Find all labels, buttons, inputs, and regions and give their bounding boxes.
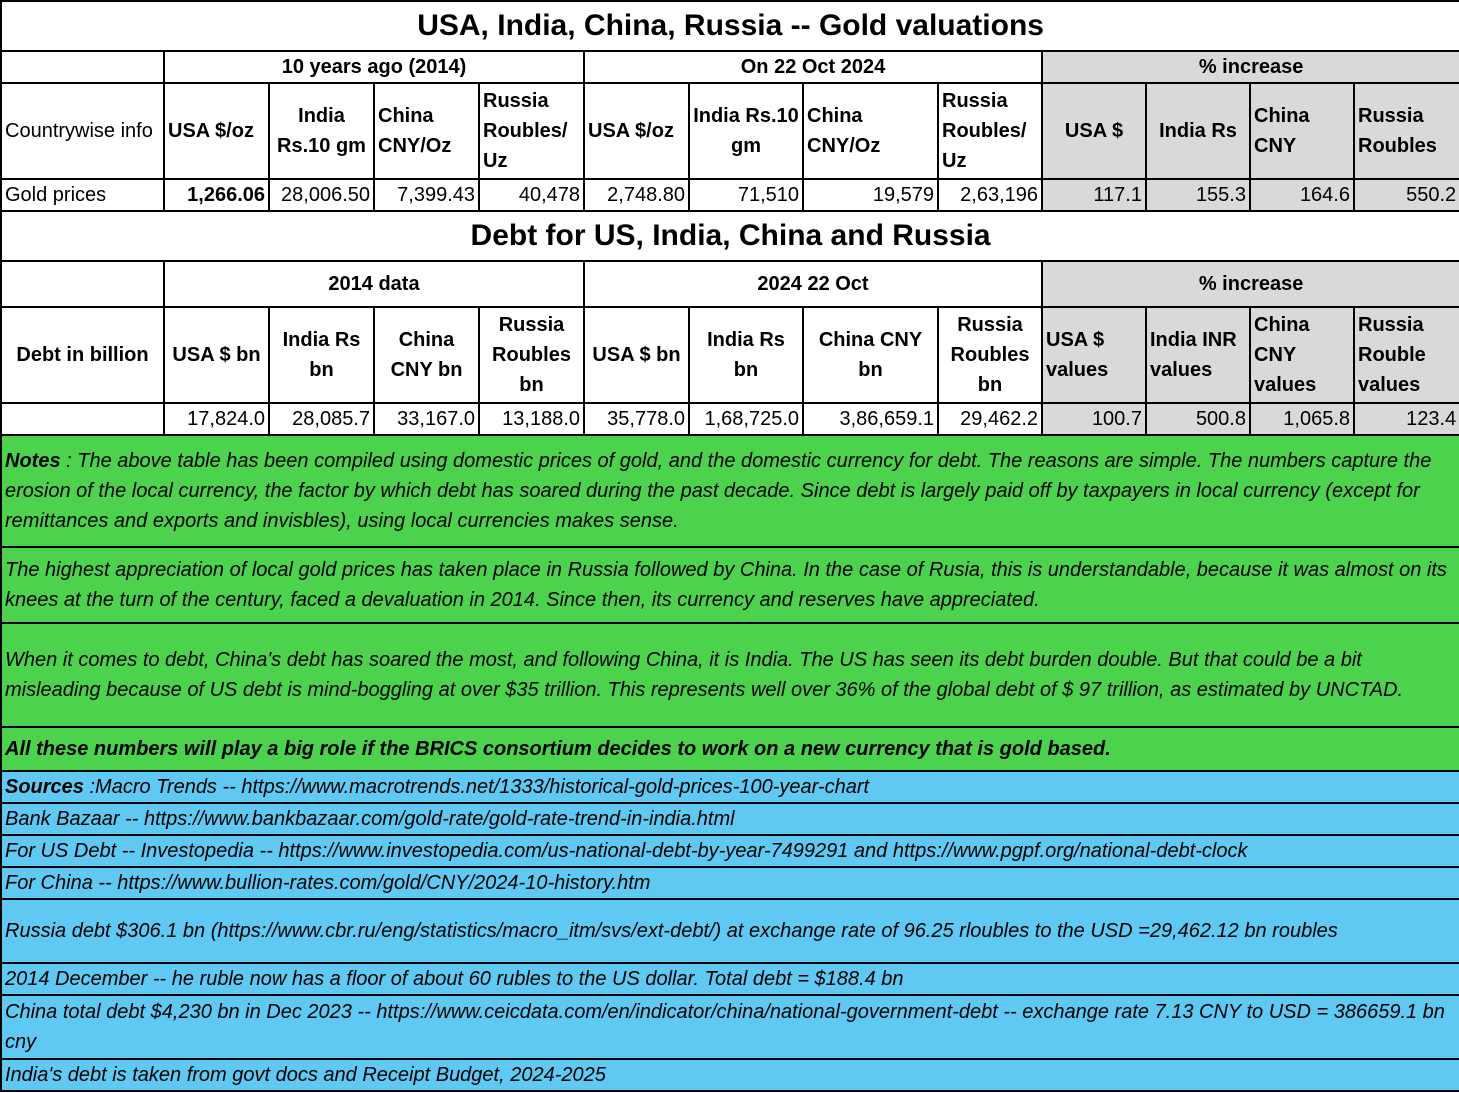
debt-col-header: China CNY bn bbox=[803, 307, 938, 403]
notes-paragraph-4: All these numbers will play a big role if the BRICS consortium decides to work on a new currency that is gold based. bbox=[1, 727, 1459, 771]
debt-increase-value: 1,065.8 bbox=[1250, 403, 1354, 435]
debt-value: 29,462.2 bbox=[938, 403, 1042, 435]
gold-col-header: Russia Roubles/ Uz bbox=[479, 83, 584, 179]
gold-value: 19,579 bbox=[803, 179, 938, 211]
gold-row-label: Countrywise info bbox=[1, 83, 164, 179]
debt-col-header: USA $ bn bbox=[164, 307, 269, 403]
notes-paragraph-3: When it comes to debt, China's debt has soared the most, and following China, it is India. The US has seen its debt burden double. But that could be a bit misleading because of US debt is mind-boggling at over $35 trillion. This represents well over 36% of the global debt of $ 97 trillion, as estimated by UNCTAD. bbox=[1, 623, 1459, 727]
sources-label: Sources bbox=[5, 776, 84, 798]
source-row: India's debt is taken from govt docs and Receipt Budget, 2024-2025 bbox=[1, 1059, 1459, 1091]
source-row: 2014 December -- he ruble now has a floor of about 60 rubles to the US dollar. Total debt = $188.4 bn bbox=[1, 963, 1459, 995]
debt-value: 1,68,725.0 bbox=[689, 403, 803, 435]
source-row: For China -- https://www.bullion-rates.com/gold/CNY/2024-10-history.htm bbox=[1, 867, 1459, 899]
gold-col-header: USA $/oz bbox=[584, 83, 689, 179]
gold-value: 28,006.50 bbox=[269, 179, 374, 211]
notes-paragraph-1 bbox=[1, 435, 1459, 547]
gold-value: 7,399.43 bbox=[374, 179, 479, 211]
gold-col-header: USA $/oz bbox=[164, 83, 269, 179]
gold-group-increase: % increase bbox=[1042, 51, 1459, 83]
debt-value: 3,86,659.1 bbox=[803, 403, 938, 435]
gold-col-header: China CNY bbox=[1250, 83, 1354, 179]
blank-cell bbox=[1, 261, 164, 307]
gold-data-label: Gold prices bbox=[1, 179, 164, 211]
debt-col-header: USA $ values bbox=[1042, 307, 1146, 403]
debt-value: 33,167.0 bbox=[374, 403, 479, 435]
gold-value: 1,266.06 bbox=[164, 179, 269, 211]
blank-cell bbox=[1, 51, 164, 83]
debt-value: 13,188.0 bbox=[479, 403, 584, 435]
gold-increase-value: 117.1 bbox=[1042, 179, 1146, 211]
source-text: :Macro Trends -- https://www.macrotrends.net/1333/historical-gold-prices-100-year-chart bbox=[83, 776, 870, 798]
debt-value: 28,085.7 bbox=[269, 403, 374, 435]
debt-group-2024: 2024 22 Oct bbox=[584, 261, 1042, 307]
debt-col-header: China CNY bn bbox=[374, 307, 479, 403]
debt-group-increase: % increase bbox=[1042, 261, 1459, 307]
debt-col-header: India INR values bbox=[1146, 307, 1250, 403]
debt-col-header: USA $ bn bbox=[584, 307, 689, 403]
debt-value: 35,778.0 bbox=[584, 403, 689, 435]
debt-col-header: Russia Rouble values bbox=[1354, 307, 1459, 403]
debt-increase-value: 123.4 bbox=[1354, 403, 1459, 435]
gold-title: USA, India, China, Russia -- Gold valuations bbox=[1, 1, 1459, 51]
debt-col-header: Russia Roubles bn bbox=[938, 307, 1042, 403]
gold-value: 2,63,196 bbox=[938, 179, 1042, 211]
debt-col-header: China CNY values bbox=[1250, 307, 1354, 403]
debt-group-2014: 2014 data bbox=[164, 261, 584, 307]
gold-col-header: China CNY/Oz bbox=[803, 83, 938, 179]
debt-col-header: Russia Roubles bn bbox=[479, 307, 584, 403]
debt-col-header: India Rs bn bbox=[269, 307, 374, 403]
gold-group-2014: 10 years ago (2014) bbox=[164, 51, 584, 83]
blank-cell bbox=[1, 403, 164, 435]
debt-increase-value: 100.7 bbox=[1042, 403, 1146, 435]
gold-col-header: China CNY/Oz bbox=[374, 83, 479, 179]
gold-col-header: India Rs bbox=[1146, 83, 1250, 179]
debt-increase-value: 500.8 bbox=[1146, 403, 1250, 435]
gold-value: 71,510 bbox=[689, 179, 803, 211]
gold-value: 2,748.80 bbox=[584, 179, 689, 211]
debt-value: 17,824.0 bbox=[164, 403, 269, 435]
gold-value: 40,478 bbox=[479, 179, 584, 211]
source-row: China total debt $4,230 bn in Dec 2023 -- https://www.ceicdata.com/en/indicator/china/national-government-debt -- exchange rate 7.13 CNY to USD = 386659.1 bn cny bbox=[1, 995, 1459, 1059]
debt-title: Debt for US, India, China and Russia bbox=[1, 211, 1459, 261]
gold-increase-value: 164.6 bbox=[1250, 179, 1354, 211]
notes-text: : The above table has been compiled using domestic prices of gold, and the domestic currency for debt. The reasons are simple. The numbers capture the erosion of the local currency, the factor by which debt has soared during the past decade. Since debt is largely paid off by taxpayers in local currency (except for remittances and exports and invisbles), using local currencies makes sense. bbox=[5, 450, 1432, 532]
gold-col-header: India Rs.10 gm bbox=[689, 83, 803, 179]
notes-label: Notes bbox=[5, 450, 61, 472]
debt-row-label: Debt in billion bbox=[1, 307, 164, 403]
notes-paragraph-2: The highest appreciation of local gold prices has taken place in Russia followed by China. In the case of Rusia, this is understandable, because it was almost on its knees at the turn of the century, faced a devaluation in 2014. Since then, its currency and reserves have appreciated. bbox=[1, 547, 1459, 623]
source-row: For US Debt -- Investopedia -- https://www.investopedia.com/us-national-debt-by-year-7499291 and https://www.pgpf.org/national-debt-clock bbox=[1, 835, 1459, 867]
gold-group-2024: On 22 Oct 2024 bbox=[584, 51, 1042, 83]
gold-col-header: India Rs.10 gm bbox=[269, 83, 374, 179]
gold-col-header: USA $ bbox=[1042, 83, 1146, 179]
source-row: Bank Bazaar -- https://www.bankbazaar.com/gold-rate/gold-rate-trend-in-india.html bbox=[1, 803, 1459, 835]
gold-col-header: Russia Roubles bbox=[1354, 83, 1459, 179]
gold-col-header: Russia Roubles/ Uz bbox=[938, 83, 1042, 179]
gold-increase-value: 155.3 bbox=[1146, 179, 1250, 211]
source-row bbox=[1, 771, 1459, 803]
source-row: Russia debt $306.1 bn (https://www.cbr.ru/eng/statistics/macro_itm/svs/ext-debt/) at exchange rate of 96.25 rloubles to the USD =29,462.12 bn roubles bbox=[1, 899, 1459, 963]
gold-increase-value: 550.2 bbox=[1354, 179, 1459, 211]
debt-col-header: India Rs bn bbox=[689, 307, 803, 403]
